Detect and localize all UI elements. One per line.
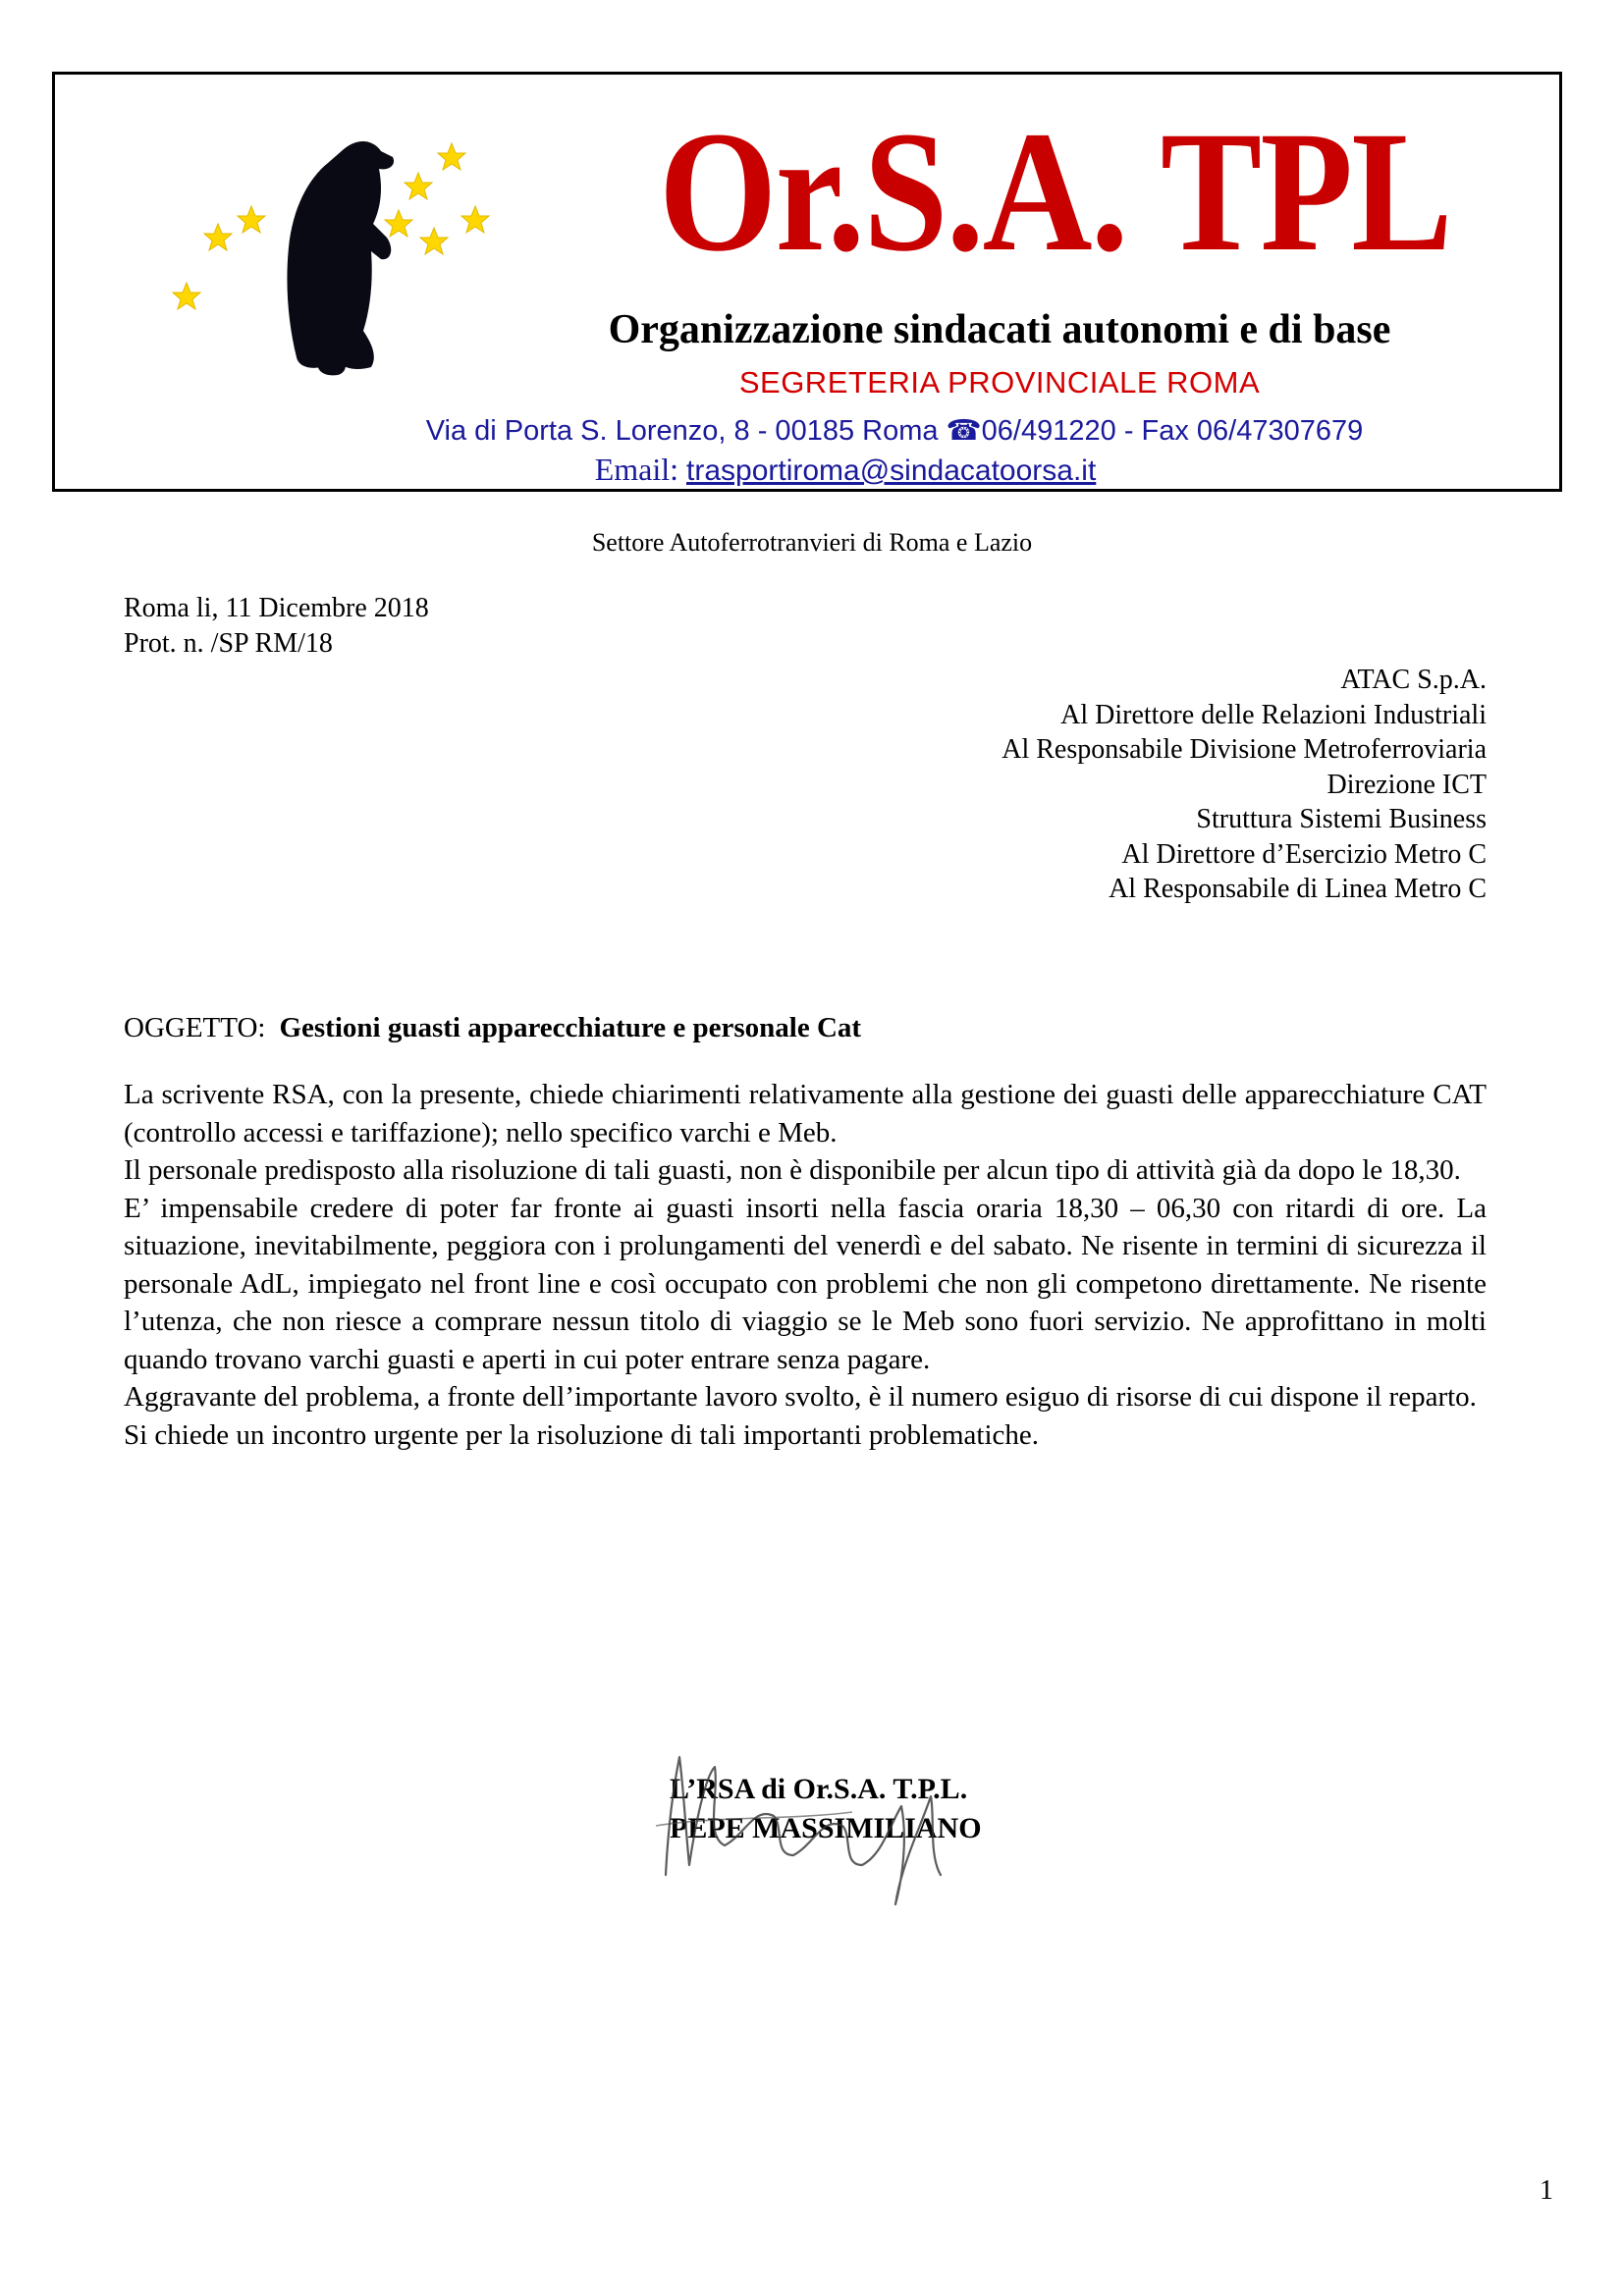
recipient-line: Al Responsabile Divisione Metroferroviaria (1001, 734, 1487, 765)
subject-text: Gestioni guasti apparecchiature e personale Cat (279, 1012, 862, 1043)
protocol-number: Prot. n. /SP RM/18 (124, 628, 333, 659)
body-paragraph: Aggravante del problema, a fronte dell’importante lavoro svolto, è il numero esiguo di risorse di cui dispone il reparto. (124, 1381, 1477, 1413)
recipient-line: Al Direttore d’Esercizio Metro C (1121, 838, 1487, 870)
recipient-list (1001, 663, 1487, 907)
organization-subtitle: Organizzazione sindacati autonomi e di base (608, 307, 1391, 352)
signature-name: PEPE MASSIMILIANO (670, 1812, 982, 1844)
organization-logo-text: Or.S.A. TPL (658, 96, 1451, 288)
signature-block (636, 1718, 1029, 1914)
subject-line (124, 1012, 861, 1044)
letterhead (52, 72, 1562, 492)
subject-label: OGGETTO: (124, 1012, 266, 1043)
recipient-line: Direzione ICT (1326, 769, 1487, 800)
handwritten-signature (636, 1718, 1029, 1914)
email-link[interactable]: trasportiroma@sindacatoorsa.it (686, 454, 1097, 487)
body-paragraph: E’ impensabile credere di poter far fronte ai guasti insorti nella fascia oraria 18,30 – 06,30 con ritardi di ore. La situazione, inevitabilmente, peggiora con i prolungamenti del venerdì e del sabato. Ne risente in termini di sicurezza il personale AdL, impiegato nel front line e così occupato con problemi che non gli competono direttamente. Ne risente l’utenza, che non riesce a comprare nessun titolo di viaggio se le Meb sono fuori servizio. Ne approfittano in molti quando trovano varchi guasti e aperti in cui poter entrare senza pagare. (124, 1192, 1487, 1375)
recipient-line: Al Responsabile di Linea Metro C (1109, 874, 1487, 904)
signature-title: L’RSA di Or.S.A. T.P.L. (670, 1773, 968, 1805)
body-paragraph: Il personale predisposto alla risoluzione di tali guasti, non è disponibile per alcun tipo di attività già da dopo le 18,30. (124, 1154, 1461, 1186)
secretariat-label: SEGRETERIA PROVINCIALE ROMA (738, 365, 1261, 400)
recipient-line: Al Direttore delle Relazioni Industriali (1060, 699, 1487, 730)
recipient-line: Struttura Sistemi Business (1196, 804, 1487, 834)
letter-date: Roma li, 11 Dicembre 2018 (124, 593, 429, 623)
page-number: 1 (1540, 2175, 1553, 2206)
contact-email-line (300, 452, 1390, 488)
sector-heading: Settore Autoferrotranvieri di Roma e Lazio (591, 528, 1033, 557)
contact-address: Via di Porta S. Lorenzo, 8 - 00185 Roma ☎06/491220 - Fax 06/47307679 (425, 415, 1364, 447)
letter-meta (124, 591, 429, 662)
letter-body (124, 1076, 1487, 1454)
body-paragraph: Si chiede un incontro urgente per la risoluzione di tali importanti problematiche. (124, 1418, 1040, 1451)
body-paragraph: La scrivente RSA, con la presente, chiede chiarimenti relativamente alla gestione dei guasti delle apparecchiature CAT (controllo accessi e tariffazione); nello specifico varchi e Meb. (124, 1079, 1487, 1148)
email-label: Email: (594, 452, 686, 487)
recipient-line: ATAC S.p.A. (1340, 665, 1487, 695)
